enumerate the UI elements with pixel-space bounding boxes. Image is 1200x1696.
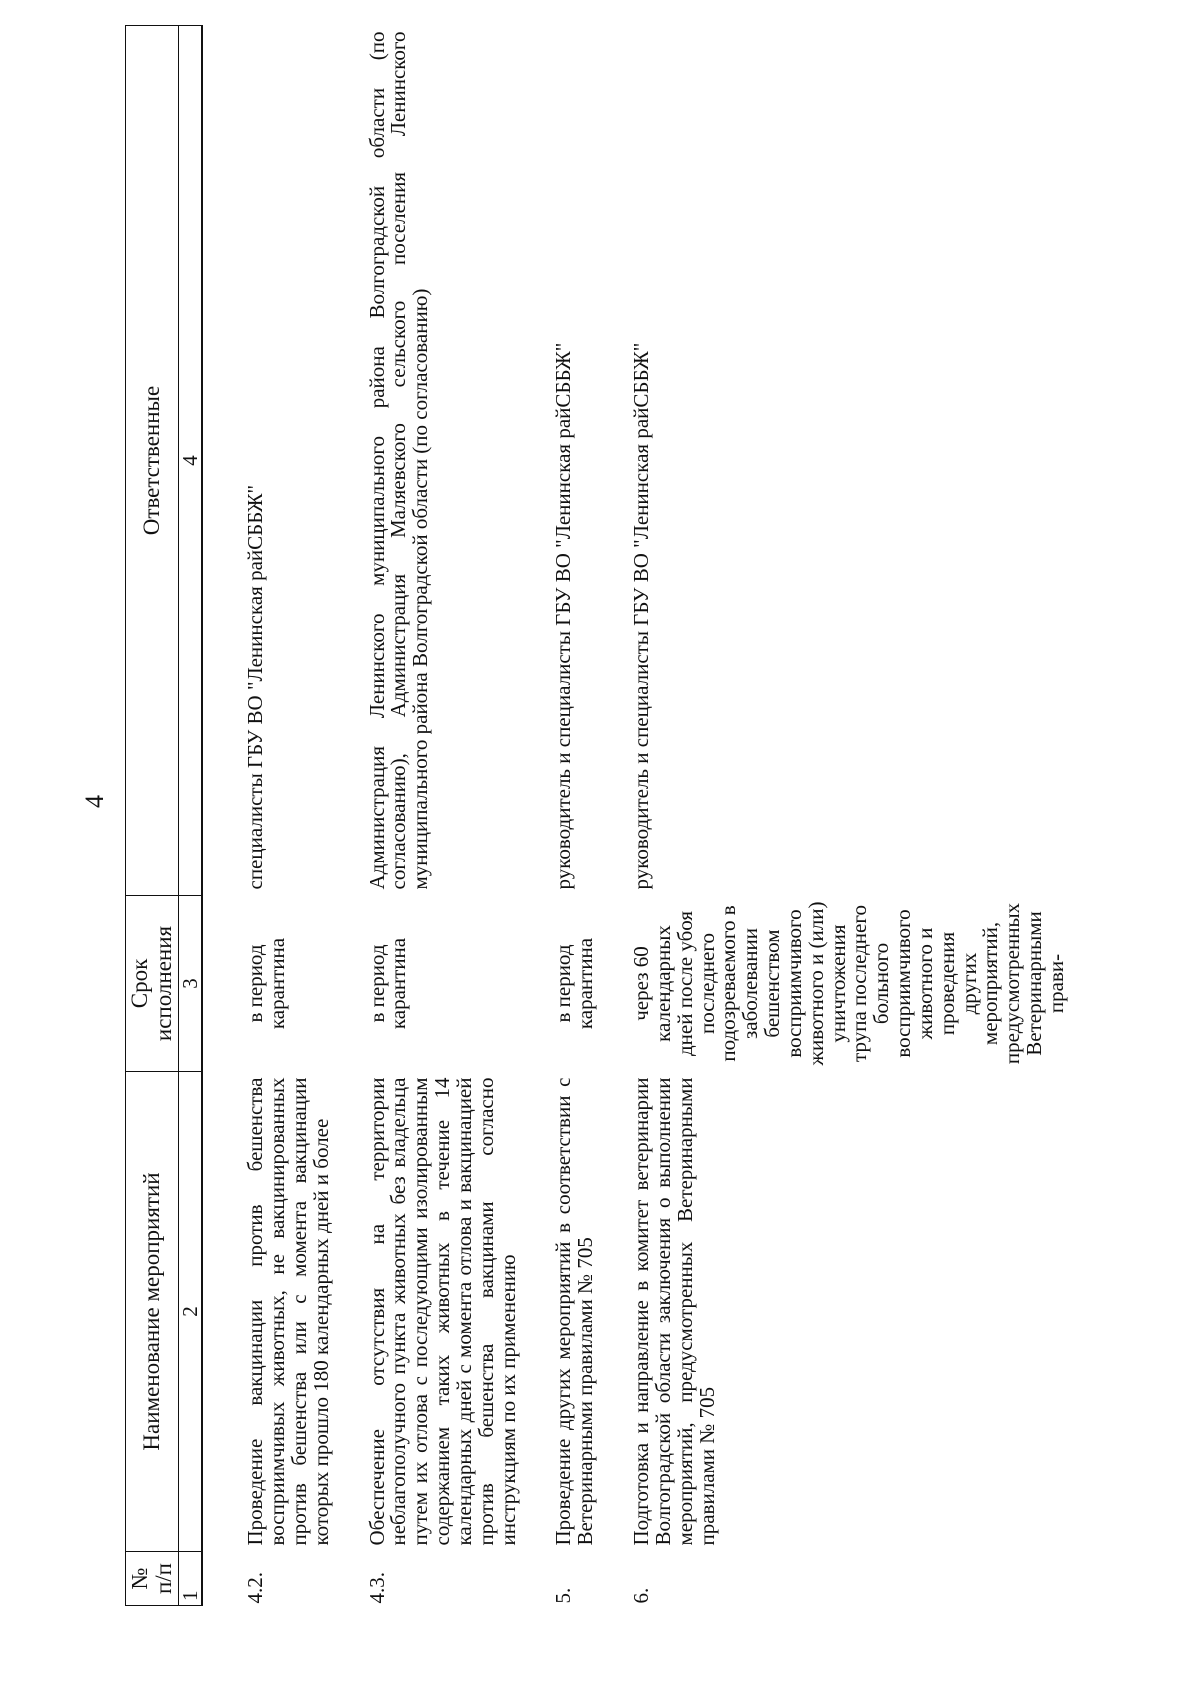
row-action: Проведение вакцинации против бешенства восприимчивых животных, не вакцинированных против бешенства или с момента вакцинации которых прошло 180 календарных дней и более (243, 1077, 333, 1546)
row-responsible: специалисты ГБУ ВО "Ленинская райСББЖ" (243, 484, 268, 890)
header-num: № п/п (126, 1552, 179, 1606)
column-number: 2 (179, 1072, 203, 1552)
row-term: в период карантина (364, 937, 411, 1030)
column-number: 4 (179, 26, 203, 896)
row-responsible: руководитель и специалисты ГБУ ВО "Ленинская райСББЖ" (629, 342, 654, 890)
row-action: Подготовка и направление в комитет ветеринарии Волгоградской области заключения о выполнении мероприятий, предусмотренных Ветеринарными правилами № 705 (629, 1077, 719, 1546)
row-action: Проведение других мероприятий в соответствии с Ветеринарными правилами № 705 (551, 1077, 598, 1546)
row-term: в период карантина (243, 937, 290, 1030)
header-name: Наименование мероприятий (126, 1072, 179, 1552)
row-number: 4.3. (364, 1572, 389, 1604)
row-number: 5. (551, 1587, 576, 1604)
column-number: 3 (179, 896, 203, 1072)
table-row (202, 26, 332, 1606)
header-row (126, 26, 179, 1606)
header-term: Срок исполнения (126, 896, 179, 1072)
table-row (333, 26, 520, 1606)
page-number: 4 (80, 795, 109, 808)
row-number: 4.2. (243, 1572, 268, 1604)
row-responsible: Администрация Ленинского муниципального района Волгоградской области (по согласованию), Администрация Маляевского сельского поселения Ленинского муниципального района Волгоградской области (по согласованию) (364, 31, 433, 890)
table-row (519, 26, 597, 1606)
row-action: Обеспечение отсутствия на территории неблагополучного пункта животных без владельца путем их отлова с последующими изолированным содержанием таких животных в течение 14 календарных дней с момента отлова и вакцинацией против бешенства вакцинами согласно инструкциям по их применению (364, 1077, 520, 1546)
row-term: через 60 календарных дней после убоя последнего подозреваемого в заболевании бешенством восприимчивого животного и (или) уничтожения трупа последнего больного восприимчивого животного и проведения других мероприятий, предусмотренных Ветеринарными прави- (629, 901, 1068, 1066)
measures-table (125, 25, 1068, 1606)
column-number: 1 (179, 1552, 203, 1606)
row-term: в период карантина (551, 937, 598, 1030)
row-responsible: руководитель и специалисты ГБУ ВО "Ленинская райСББЖ" (551, 342, 576, 890)
column-number-row (179, 26, 203, 1606)
row-number: 6. (629, 1587, 654, 1604)
table-row (597, 26, 1068, 1606)
header-responsible: Ответственные (126, 26, 179, 896)
